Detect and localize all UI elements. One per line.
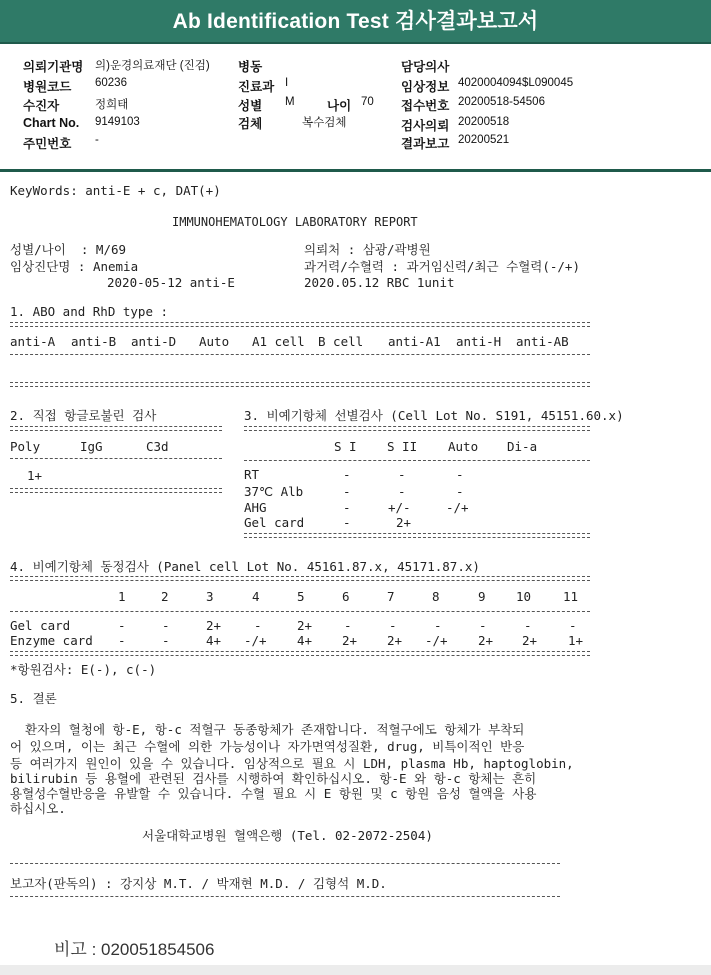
dat-col-c3d: C3d xyxy=(146,439,169,454)
panel-header-rule xyxy=(10,611,590,612)
conclusion-line: bilirubin 등 용혈에 관련된 검사를 시행하여 확인하십시오. 항-E 와 항-c 항체는 흔히 xyxy=(10,771,537,786)
panel-cell: - xyxy=(344,618,352,633)
report-heading: IMMUNOHEMATOLOGY LABORATORY REPORT xyxy=(172,215,418,229)
screen-title: 3. 비예기항체 선별검사 (Cell Lot No. S191, 45151.60.x) xyxy=(244,408,624,423)
screen-cell: - xyxy=(343,484,351,499)
panel-col: 7 xyxy=(387,589,395,604)
dat-title: 2. 직접 항글로불린 검사 xyxy=(10,408,157,423)
screen-row-label: Gel card xyxy=(244,515,305,530)
abo-title: 1. ABO and RhD type : xyxy=(10,304,169,319)
patient-sex-age: 성별/나이 : M/69 xyxy=(10,242,127,257)
panel-cell: - xyxy=(389,618,397,633)
screen-cell: -/+ xyxy=(446,500,469,515)
reporter-top-rule xyxy=(10,863,560,864)
history-2: 2020.05.12 RBC 1unit xyxy=(304,275,455,290)
patient-diagnosis: 임상진단명 : Anemia xyxy=(10,259,139,274)
institution-label: 의뢰기관명 xyxy=(23,60,84,74)
panel-title: 4. 비예기항체 동정검사 (Panel cell Lot No. 45161.87.x, 45171.87.x) xyxy=(10,559,480,574)
header-divider xyxy=(0,169,711,172)
antigen-test: *항원검사: E(-), c(-) xyxy=(10,662,157,677)
abo-header-rule xyxy=(10,354,590,355)
clinical-info-value: 4020004094$L090045 xyxy=(458,77,574,89)
panel-col: 11 xyxy=(563,589,579,604)
patient-value: 정희태 xyxy=(95,99,129,111)
panel-cell: -/+ xyxy=(425,633,448,648)
lab-report-body xyxy=(0,174,711,966)
screen-cell: - xyxy=(456,484,464,499)
panel-cell: - xyxy=(479,618,487,633)
panel-row-label: Gel card xyxy=(10,618,71,633)
abo-col-anti-b: anti-B xyxy=(71,334,117,349)
screen-row-label: AHG xyxy=(244,500,267,515)
chart-no-label: Chart No. xyxy=(23,116,80,130)
panel-col: 5 xyxy=(297,589,305,604)
screen-cell: - xyxy=(343,515,351,530)
department-value: I xyxy=(285,77,289,89)
reporter: 보고자(판독의) : 강지상 M.T. / 박재현 M.D. / 김형석 M.D. xyxy=(10,876,387,891)
requester: 의뢰처 : 삼광/곽병원 xyxy=(304,242,431,257)
panel-cell: 2+ xyxy=(478,633,494,648)
specimen-label: 검체 xyxy=(238,117,263,131)
panel-cell: - xyxy=(434,618,442,633)
screen-col-s1: S I xyxy=(334,439,357,454)
resident-no-value: - xyxy=(95,134,99,146)
age-value: 70 xyxy=(361,96,374,108)
panel-col: 3 xyxy=(206,589,214,604)
abo-col-anti-ab: anti-AB xyxy=(516,334,569,349)
doctor-label: 담당의사 xyxy=(401,60,450,74)
abo-bottom-rule xyxy=(10,382,590,387)
screen-cell: - xyxy=(343,500,351,515)
report-title: Ab Identification Test 검사결과보고서 xyxy=(172,10,539,33)
abo-col-b-cell: B cell xyxy=(318,334,364,349)
institution-value: 의)운경의료재단 (진검) xyxy=(95,60,210,72)
conclusion-title: 5. 결론 xyxy=(10,691,57,706)
patient-diagnosis-2: 2020-05-12 anti-E xyxy=(107,275,235,290)
title-underline xyxy=(0,42,711,44)
conclusion-line: 용혈성수혈반응을 유발할 수 있습니다. 수혈 필요 시 E 항원 및 c 항원 음성 혈액을 사용 xyxy=(10,786,537,801)
screen-col-s2: S II xyxy=(387,439,418,454)
panel-col: 4 xyxy=(252,589,260,604)
panel-cell: 4+ xyxy=(206,633,222,648)
chart-no-value: 9149103 xyxy=(95,116,140,128)
screen-cell: - xyxy=(398,484,406,499)
panel-cell: 2+ xyxy=(342,633,358,648)
panel-cell: 2+ xyxy=(297,618,313,633)
abo-col-anti-a1: anti-A1 xyxy=(388,334,441,349)
panel-cell: 2+ xyxy=(522,633,538,648)
screen-cell: 2+ xyxy=(396,515,412,530)
specimen-value: 복수검체 xyxy=(302,117,347,129)
panel-bottom-rule xyxy=(10,651,590,656)
panel-cell: - xyxy=(118,618,126,633)
panel-cell: -/+ xyxy=(244,633,267,648)
panel-col: 9 xyxy=(478,589,486,604)
receipt-no-label: 접수번호 xyxy=(401,99,450,113)
receipt-no-value: 20200518-54506 xyxy=(458,96,545,108)
panel-cell: 1+ xyxy=(568,633,584,648)
hospital-code-value: 60236 xyxy=(95,77,127,89)
patient-label: 수진자 xyxy=(23,99,60,113)
abo-col-anti-h: anti-H xyxy=(456,334,502,349)
dat-top-rule xyxy=(10,426,222,431)
panel-cell: - xyxy=(118,633,126,648)
screen-row-label: RT xyxy=(244,467,260,482)
history: 과거력/수혈력 : 과거임신력/최근 수혈력(-/+) xyxy=(304,259,580,274)
panel-col: 6 xyxy=(342,589,350,604)
panel-top-rule xyxy=(10,576,590,581)
header-info xyxy=(0,46,711,170)
hospital-code-label: 병원코드 xyxy=(23,80,72,94)
screen-cell: - xyxy=(456,467,464,482)
report-date-value: 20200521 xyxy=(458,134,510,146)
panel-cell: - xyxy=(254,618,262,633)
sex-label: 성별 xyxy=(238,99,263,113)
screen-col-dia: Di-a xyxy=(507,439,538,454)
panel-col: 8 xyxy=(432,589,440,604)
reporter-bottom-rule xyxy=(10,896,560,897)
screen-bottom-rule xyxy=(244,533,590,538)
age-label: 나이 xyxy=(327,99,352,113)
screen-header-rule xyxy=(244,460,590,461)
blood-bank-contact: 서울대학교병원 혈액은행 (Tel. 02-2072-2504) xyxy=(142,828,433,843)
panel-cell: - xyxy=(162,633,170,648)
ward-label: 병동 xyxy=(238,60,263,74)
dat-poly-value: 1+ xyxy=(27,468,43,483)
page-bottom-band xyxy=(0,965,711,975)
screen-top-rule xyxy=(244,426,590,431)
abo-col-anti-a: anti-A xyxy=(10,334,56,349)
abo-top-rule xyxy=(10,322,590,327)
screen-cell: +/- xyxy=(388,500,411,515)
clinical-info-label: 임상정보 xyxy=(401,80,450,94)
conclusion-line: 하십시오. xyxy=(10,801,66,816)
dat-col-igg: IgG xyxy=(80,439,103,454)
request-date-label: 검사의뢰 xyxy=(401,119,450,133)
panel-cell: 2+ xyxy=(206,618,222,633)
screen-col-auto: Auto xyxy=(448,439,479,454)
panel-col: 2 xyxy=(161,589,169,604)
panel-col: 1 xyxy=(118,589,126,604)
abo-col-anti-d: anti-D xyxy=(131,334,177,349)
panel-row-label: Enzyme card xyxy=(10,633,93,648)
conclusion-line: 어 있으며, 이는 최근 수혈에 의한 가능성이나 자가면역성질환, drug, 비특이적인 반응 xyxy=(10,739,525,754)
panel-cell: - xyxy=(569,618,577,633)
remark: 비고 : 020051854506 xyxy=(54,940,215,959)
panel-col: 10 xyxy=(516,589,532,604)
conclusion-line: 환자의 혈청에 항-E, 항-c 적혈구 동종항체가 존재합니다. 적혈구에도 항체가 부착되 xyxy=(10,722,525,737)
report-title-bar xyxy=(0,0,711,44)
keywords: KeyWords: anti-E + c, DAT(+) xyxy=(10,183,221,198)
request-date-value: 20200518 xyxy=(458,116,510,128)
resident-no-label: 주민번호 xyxy=(23,137,72,151)
abo-col-a1-cell: A1 cell xyxy=(252,334,305,349)
report-date-label: 결과보고 xyxy=(401,137,450,151)
dat-bottom-rule xyxy=(10,488,222,493)
panel-cell: - xyxy=(524,618,532,633)
department-label: 진료과 xyxy=(238,80,275,94)
panel-cell: 4+ xyxy=(297,633,313,648)
abo-col-auto: Auto xyxy=(199,334,230,349)
screen-cell: - xyxy=(343,467,351,482)
screen-row-label: 37℃ Alb xyxy=(244,484,304,499)
panel-cell: - xyxy=(162,618,170,633)
conclusion-line: 등 여러가지 원인이 있을 수 있습니다. 임상적으로 필요 시 LDH, plasma Hb, haptoglobin, xyxy=(10,756,574,771)
screen-cell: - xyxy=(398,467,406,482)
dat-col-poly: Poly xyxy=(10,439,41,454)
panel-cell: 2+ xyxy=(387,633,403,648)
dat-header-rule xyxy=(10,458,222,459)
sex-value: M xyxy=(285,96,295,108)
